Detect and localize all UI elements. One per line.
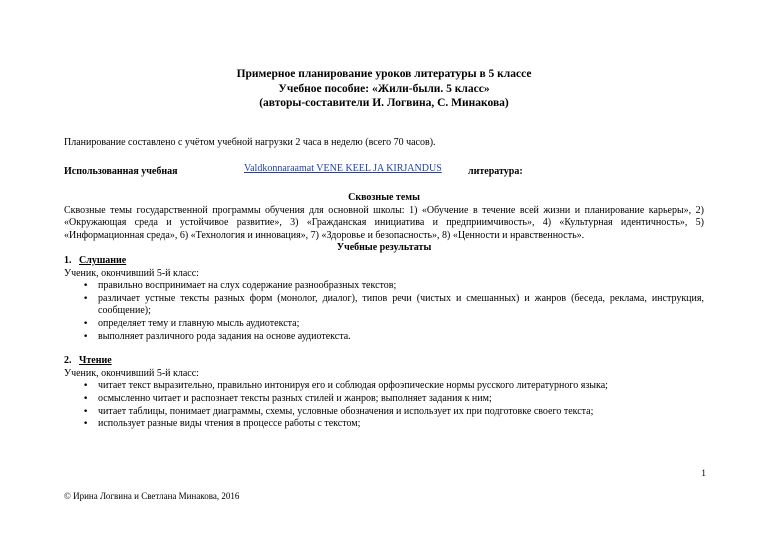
used-literature-suffix: литература: (468, 166, 523, 177)
section-heading (64, 355, 704, 368)
used-literature-label: Использованная учебная (64, 166, 178, 177)
title-line-1: Примерное планирование уроков литературы в 5 классе (236, 68, 532, 80)
section-title: Слушание (79, 254, 127, 266)
section-number: 1. (64, 254, 72, 266)
list-item: • читает таблицы, понимает диаграммы, схемы, условные обозначения и использует их при подготовке своего текста; (64, 406, 704, 419)
cross-topics-heading: Сквозные темы (348, 192, 420, 203)
list-item: • различает устные тексты разных форм (монолог, диалог), типов речи (чистых и смешанных) и жанров (беседа, реклама, инструкция, сообщение); (64, 293, 704, 318)
section-heading (64, 255, 704, 268)
section-reading (64, 355, 704, 431)
document-body (64, 192, 704, 431)
section-listening (64, 255, 704, 343)
used-literature-link[interactable]: Valdkonnaraamat VENE KEEL JA KIRJANDUS (244, 163, 442, 174)
section-title: Чтение (79, 355, 112, 367)
results-heading: Учебные результаты (336, 242, 432, 254)
list-item: • правильно воспринимает на слух содержание разнообразных текстов; (64, 280, 704, 293)
list-item: • выполняет различного рода задания на основе аудиотекста. (64, 331, 704, 344)
page-number: 1 (701, 469, 706, 479)
section-number: 2. (64, 355, 72, 367)
section-intro: Ученик, окончивший 5-й класс: (64, 267, 199, 279)
spacer (64, 343, 704, 355)
title-line-3: (авторы-составители И. Логвина, С. Минакова) (259, 97, 509, 109)
intro-paragraph: Планирование составлено с учётом учебной нагрузки 2 часа в неделю (всего 70 часов). (64, 137, 436, 148)
list-item: • осмысленно читает и распознает тексты разных стилей и жанров; выполняет задания к ним; (64, 393, 704, 406)
used-literature-row (64, 162, 704, 176)
section-intro: Ученик, окончивший 5-й класс: (64, 367, 199, 379)
list-item: • читает текст выразительно, правильно интонируя его и соблюдая орфоэпические нормы русского литературного языка; (64, 380, 704, 393)
bullet-list (64, 380, 704, 430)
cross-topics-text: Сквозные темы государственной программы обучения для основной школы: 1) «Обучение в течение всей жизни и планирование карьеры», 2) «Окружающая среда и устойчивое развитие», 3) «Гражданская инициатива и предприимчивость», 4) «Культурная идентичность», 5) «Информационная среда», 6) «Технология и инновация», 7) «Здоровье и безопасность», 8) «Ценности и нравственность». (64, 204, 704, 241)
bullet-list (64, 280, 704, 343)
document-title (0, 67, 768, 111)
title-line-2: Учебное пособие: «Жили-были. 5 класс» (278, 82, 490, 95)
list-item: • использует разные виды чтения в процессе работы с текстом; (64, 418, 704, 431)
copyright-footer: © Ирина Логвина и Светлана Минакова, 2016 (64, 491, 240, 501)
list-item: • определяет тему и главную мысль аудиотекста; (64, 318, 704, 331)
